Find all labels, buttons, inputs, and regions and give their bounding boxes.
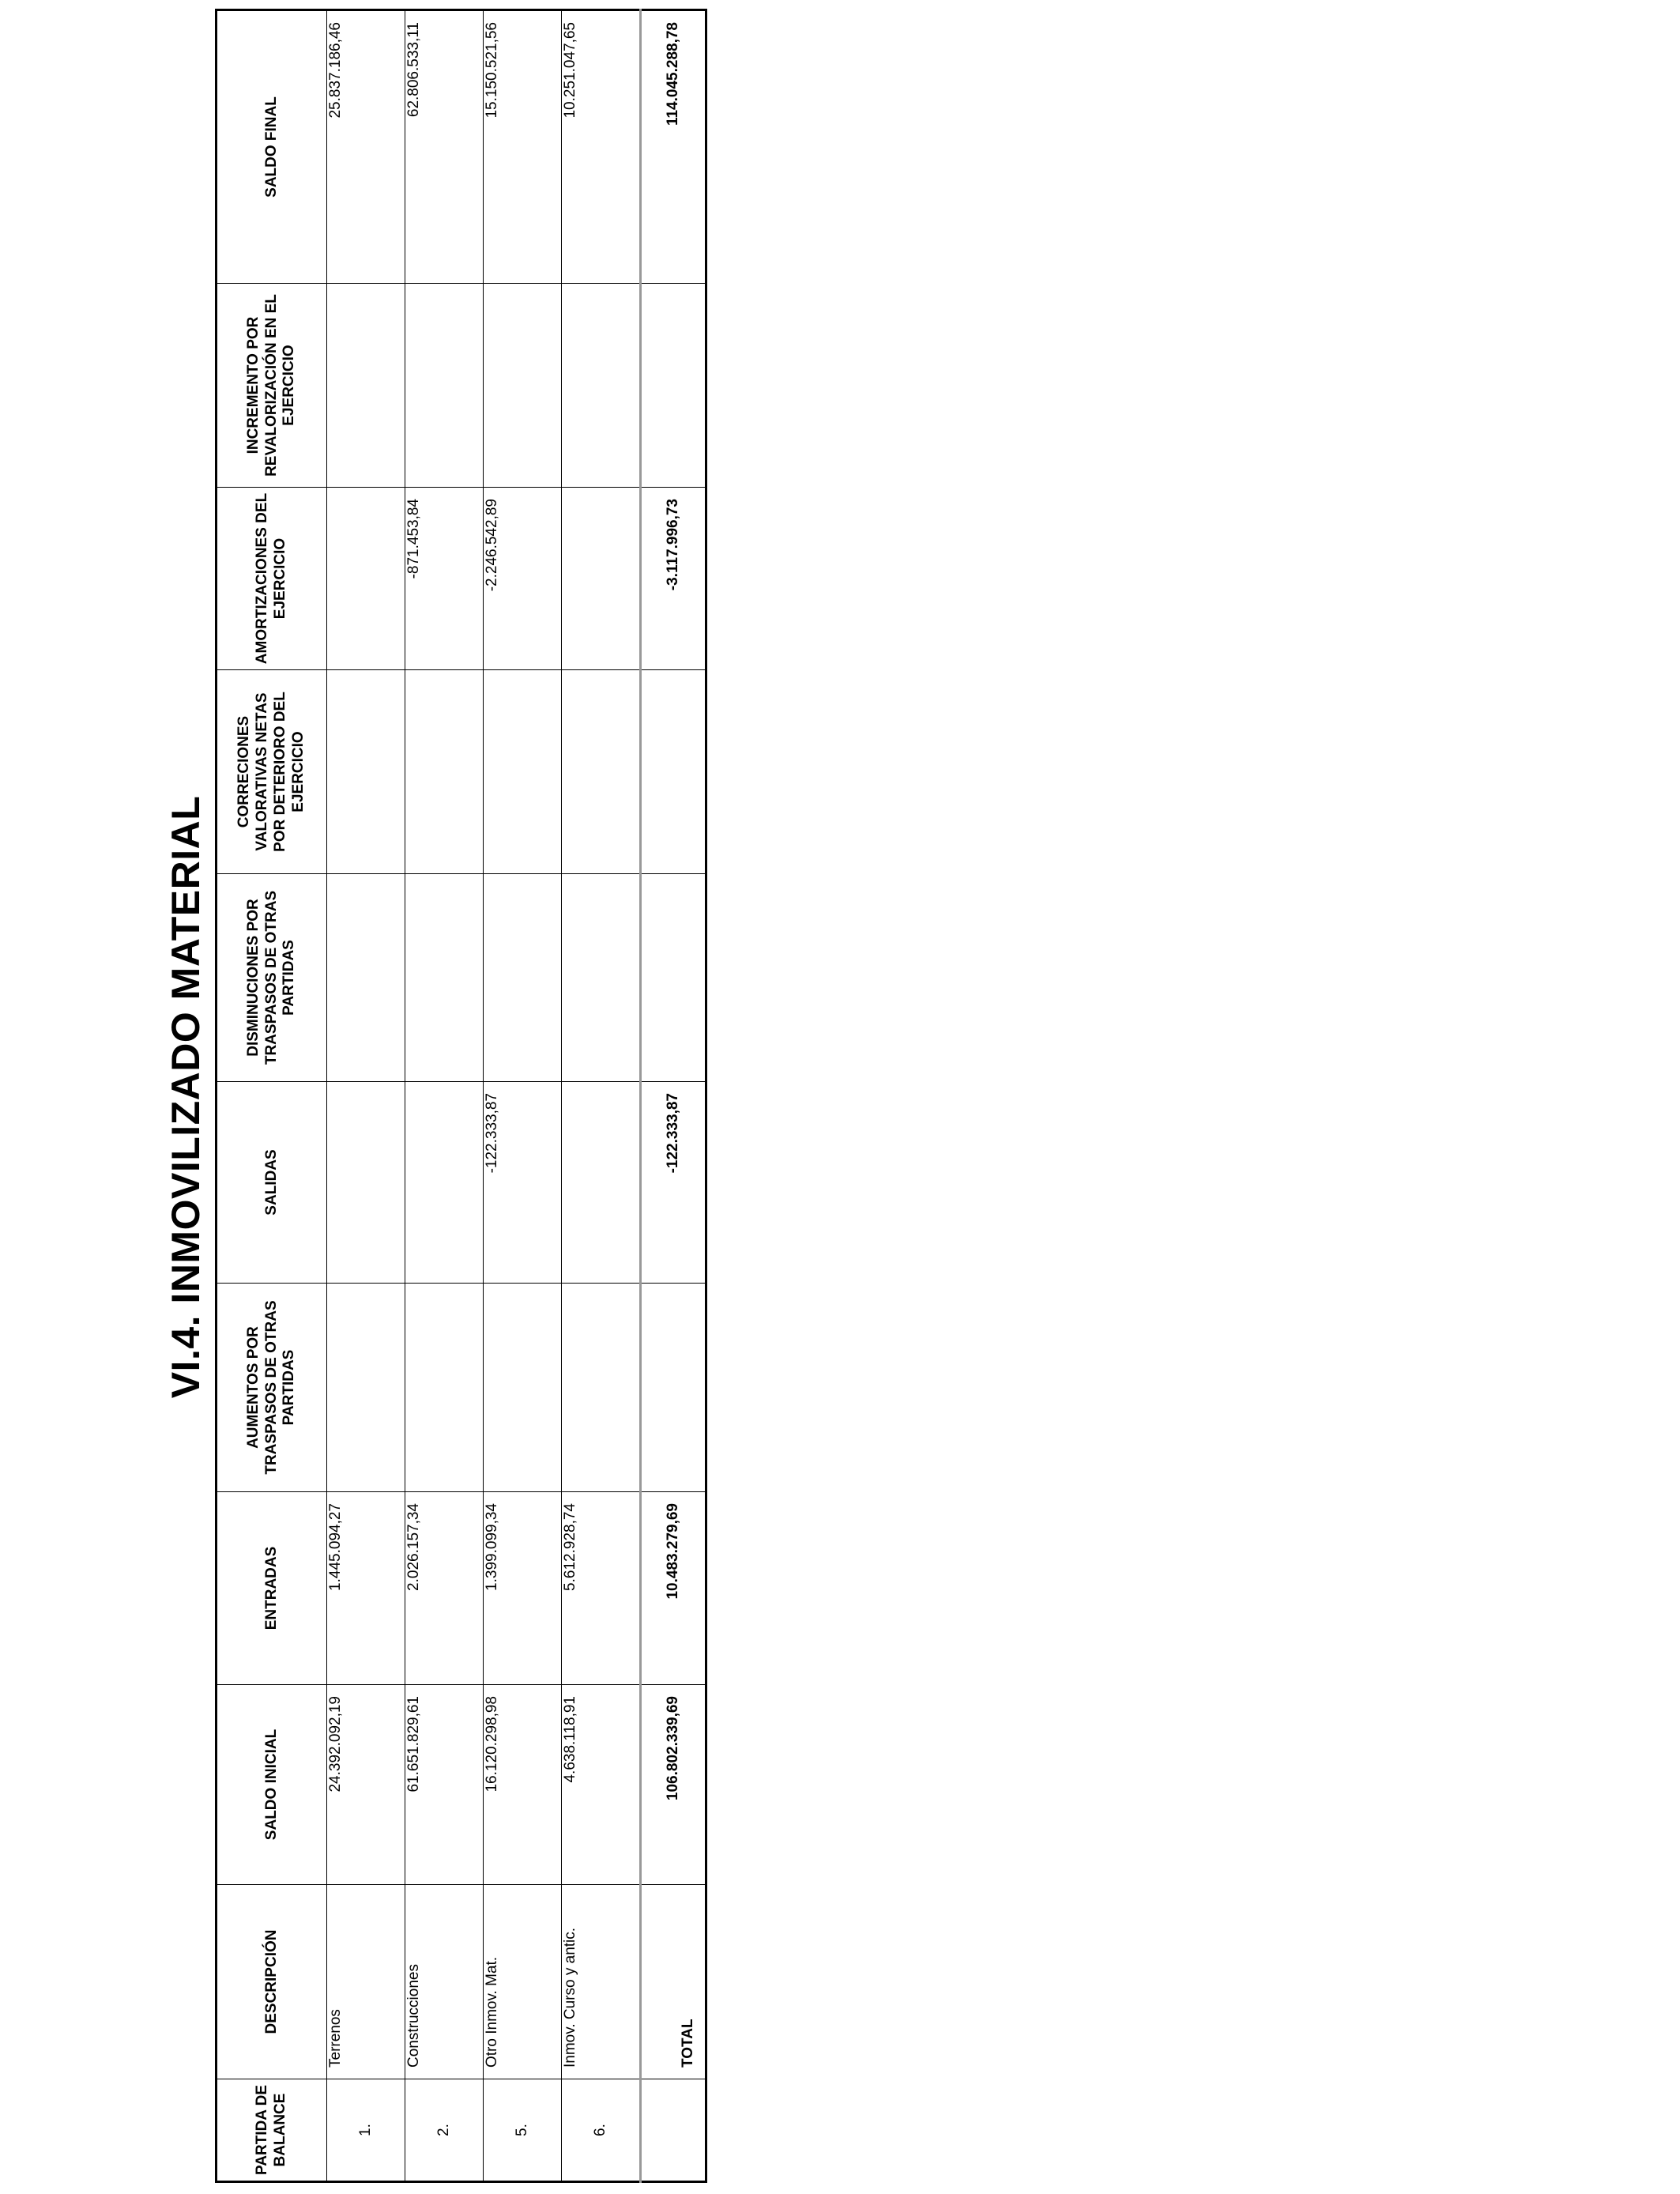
total-label: TOTAL: [641, 1885, 706, 2079]
cell-partida: 5.: [484, 2079, 562, 2182]
inmovilizado-table: [215, 9, 707, 2183]
cell-entradas: 2.026.157,34: [405, 1492, 484, 1685]
header-salidas: SALIDAS: [217, 1082, 327, 1284]
header-incremento: INCREMENTO POR REVALORIZACIÓN EN EL EJERCICIO: [217, 284, 327, 488]
cell-saldo-final: 10.251.047,65: [562, 10, 641, 284]
cell-saldo-inicial: 16.120.298,98: [484, 1685, 562, 1885]
cell-aumentos: [562, 1284, 641, 1492]
cell-salidas: -122.333,87: [484, 1082, 562, 1284]
header-saldo-final: SALDO FINAL: [217, 10, 327, 284]
cell-descripcion: Construcciones: [405, 1885, 484, 2079]
cell-descripcion: Inmov. Curso y antic.: [562, 1885, 641, 2079]
cell-correcciones: [405, 670, 484, 874]
cell-correcciones: [327, 670, 405, 874]
cell-salidas: [405, 1082, 484, 1284]
cell-partida: 6.: [562, 2079, 641, 2182]
table-row: [405, 10, 484, 2182]
cell-descripcion: Otro Inmov. Mat.: [484, 1885, 562, 2079]
total-aumentos: [641, 1284, 706, 1492]
cell-disminuciones: [562, 874, 641, 1082]
cell-saldo-final: 62.806.533,11: [405, 10, 484, 284]
table-row: [327, 10, 405, 2182]
header-partida: PARTIDA DE BALANCE: [217, 2079, 327, 2182]
cell-amortizaciones: -871.453,84: [405, 488, 484, 670]
cell-saldo-inicial: 4.638.118,91: [562, 1685, 641, 1885]
cell-incremento: [484, 284, 562, 488]
cell-aumentos: [484, 1284, 562, 1492]
header-correcciones: CORRECIONES VALORATIVAS NETAS POR DETERIORO DEL EJERCICIO: [217, 670, 327, 874]
header-disminuciones: DISMINUCIONES POR TRASPASOS DE OTRAS PARTIDAS: [217, 874, 327, 1082]
cell-amortizaciones: [327, 488, 405, 670]
cell-disminuciones: [484, 874, 562, 1082]
cell-descripcion: Terrenos: [327, 1885, 405, 2079]
header-row: [217, 10, 327, 2182]
cell-amortizaciones: -2.246.542,89: [484, 488, 562, 670]
cell-aumentos: [405, 1284, 484, 1492]
cell-saldo-final: 25.837.186,46: [327, 10, 405, 284]
table-row: [484, 10, 562, 2182]
cell-entradas: 5.612.928,74: [562, 1492, 641, 1685]
cell-partida: 1.: [327, 2079, 405, 2182]
cell-salidas: [562, 1082, 641, 1284]
cell-disminuciones: [405, 874, 484, 1082]
header-amortizaciones: AMORTIZACIONES DEL EJERCICIO: [217, 488, 327, 670]
header-aumentos: AUMENTOS POR TRASPASOS DE OTRAS PARTIDAS: [217, 1284, 327, 1492]
total-salidas: -122.333,87: [641, 1082, 706, 1284]
cell-amortizaciones: [562, 488, 641, 670]
cell-salidas: [327, 1082, 405, 1284]
cell-saldo-inicial: 24.392.092,19: [327, 1685, 405, 1885]
cell-correcciones: [484, 670, 562, 874]
cell-total-partida: [641, 2079, 706, 2182]
total-disminuciones: [641, 874, 706, 1082]
cell-incremento: [405, 284, 484, 488]
cell-partida: 2.: [405, 2079, 484, 2182]
cell-incremento: [327, 284, 405, 488]
cell-aumentos: [327, 1284, 405, 1492]
cell-saldo-inicial: 61.651.829,61: [405, 1685, 484, 1885]
total-correcciones: [641, 670, 706, 874]
total-entradas: 10.483.279,69: [641, 1492, 706, 1685]
total-row: [641, 10, 706, 2182]
header-entradas: ENTRADAS: [217, 1492, 327, 1685]
table-row: [562, 10, 641, 2182]
cell-entradas: 1.445.094,27: [327, 1492, 405, 1685]
total-saldo-inicial: 106.802.339,69: [641, 1685, 706, 1885]
total-saldo-final: 114.045.288,78: [641, 10, 706, 284]
header-descripcion: DESCRIPCIÓN: [217, 1885, 327, 2079]
header-saldo-inicial: SALDO INICIAL: [217, 1685, 327, 1885]
total-incremento: [641, 284, 706, 488]
cell-entradas: 1.399.099,34: [484, 1492, 562, 1685]
total-amortizaciones: -3.117.996,73: [641, 488, 706, 670]
page-title: VI.4. INMOVILIZADO MATERIAL: [164, 795, 208, 1399]
cell-incremento: [562, 284, 641, 488]
cell-disminuciones: [327, 874, 405, 1082]
cell-correcciones: [562, 670, 641, 874]
cell-saldo-final: 15.150.521,56: [484, 10, 562, 284]
